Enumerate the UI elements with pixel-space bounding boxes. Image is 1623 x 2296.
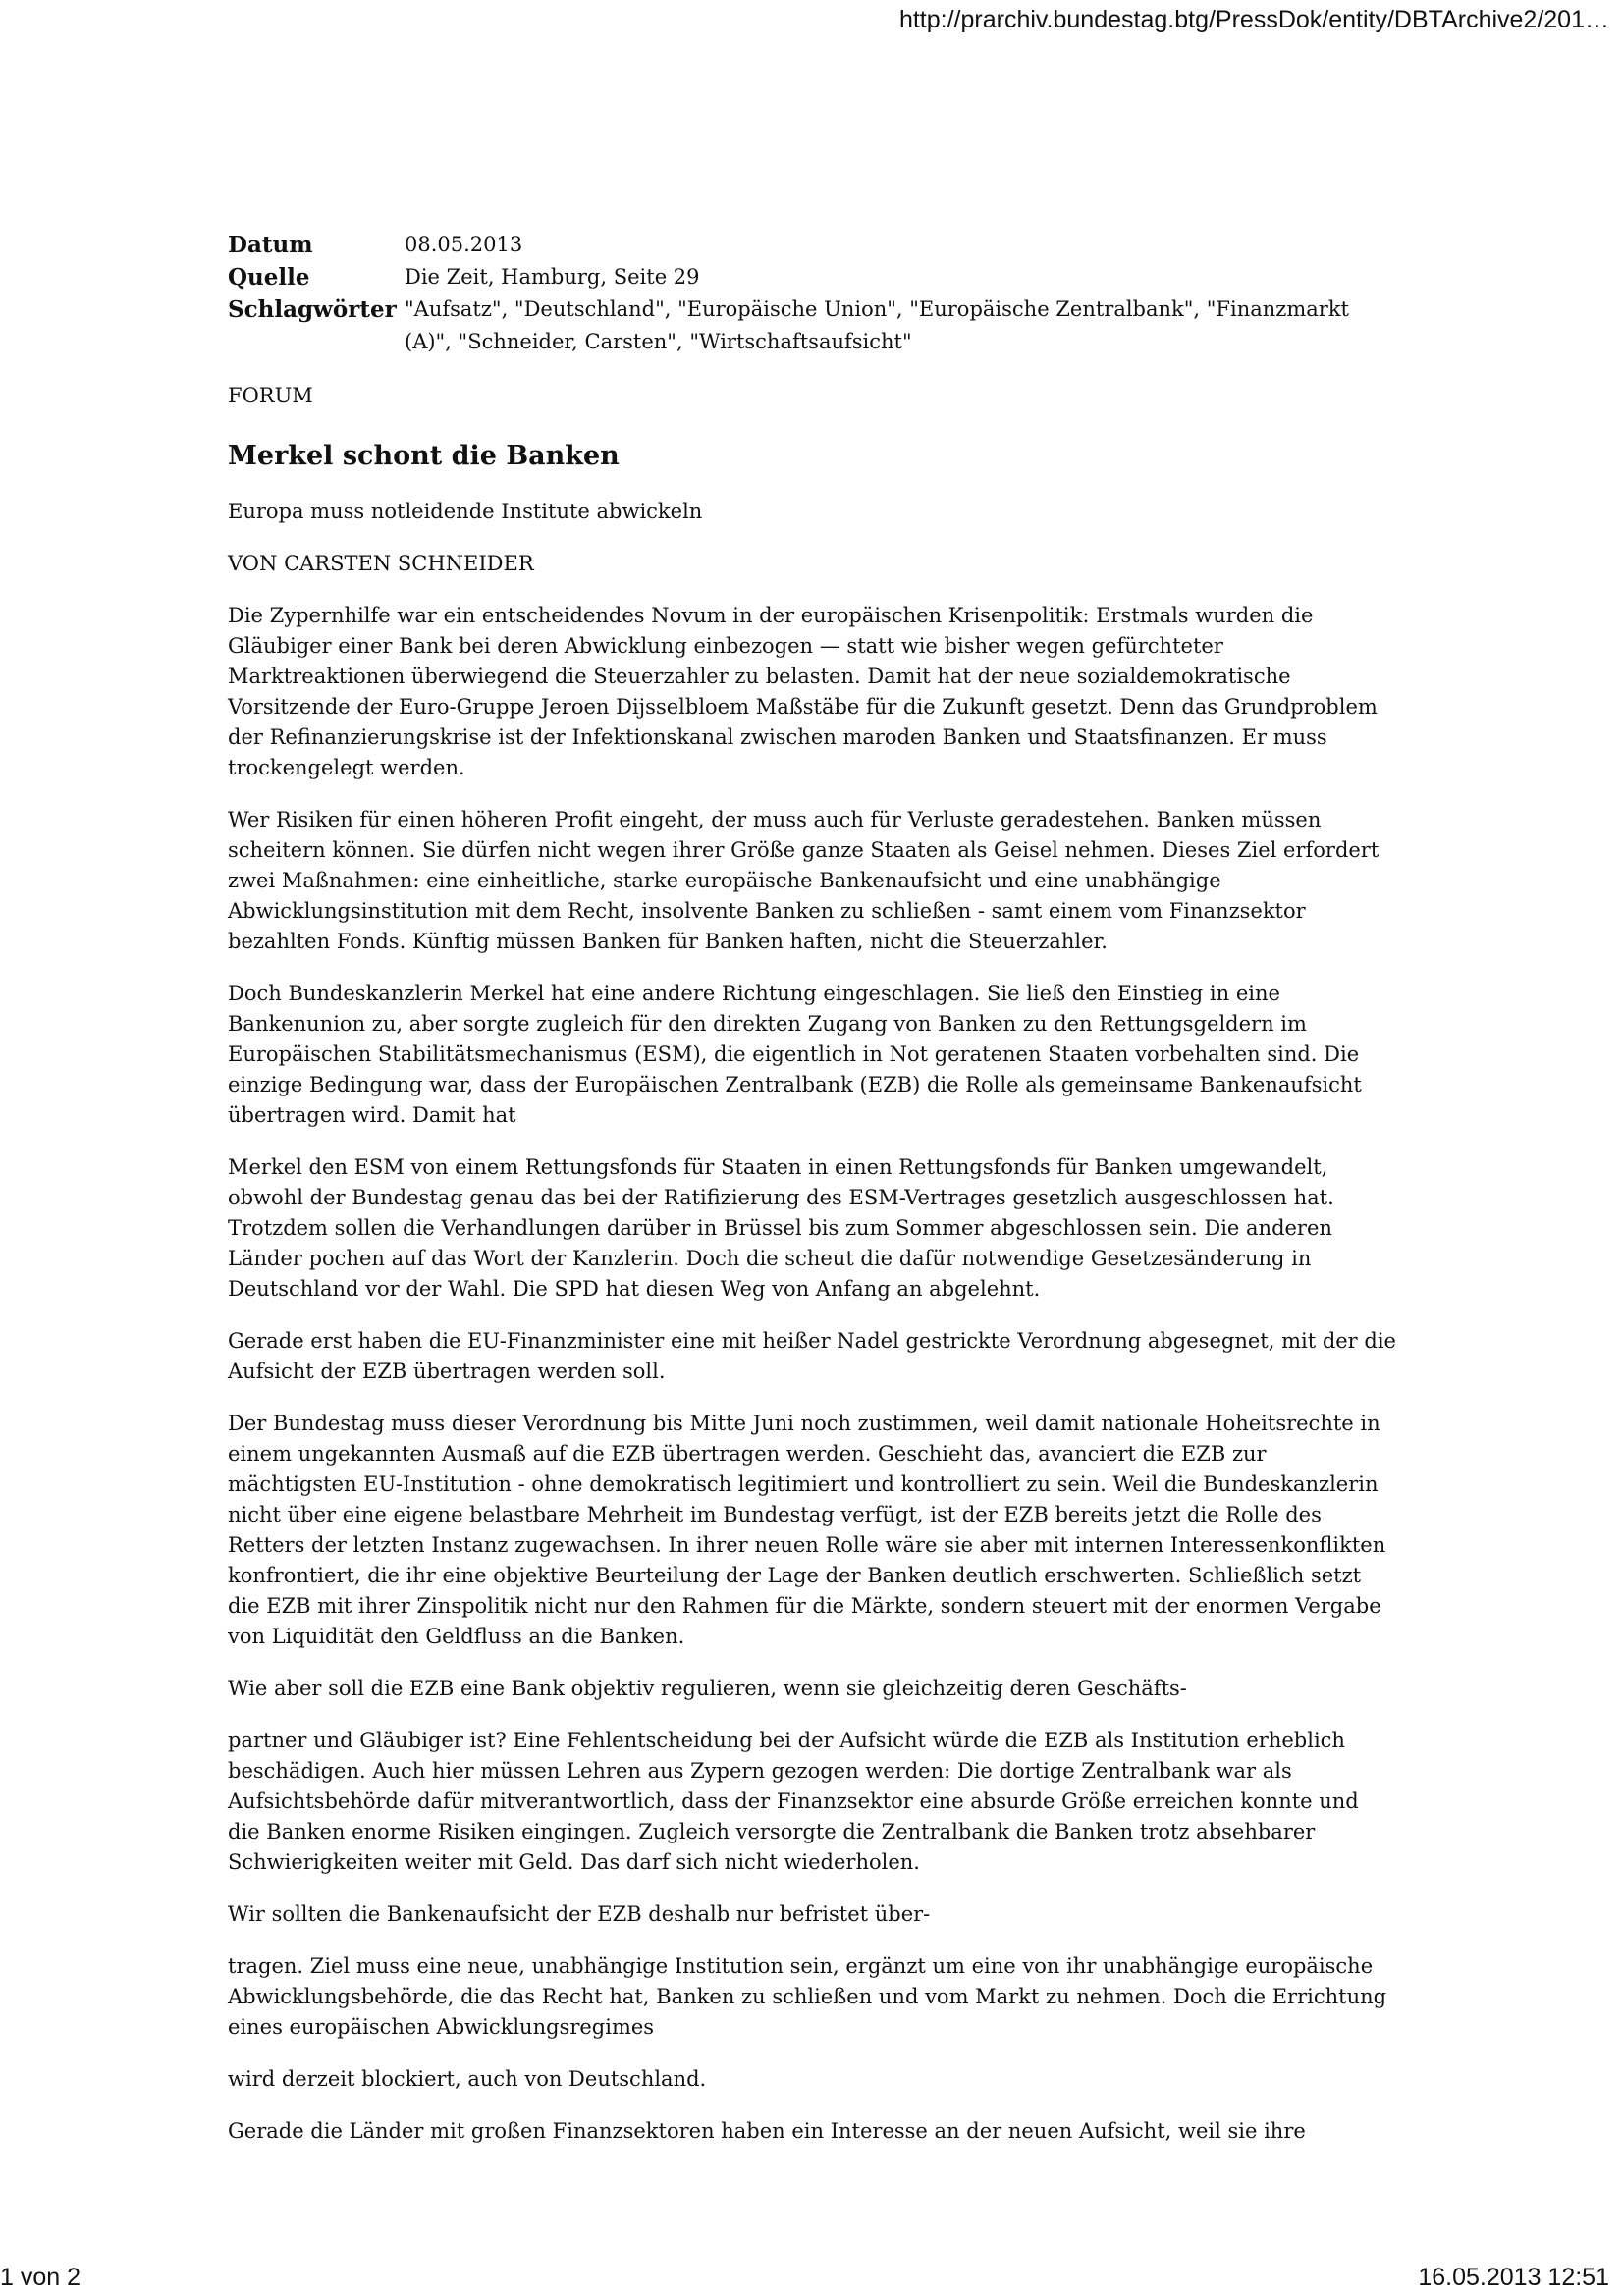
article-paragraph: Wie aber soll die EZB eine Bank objektiv regulieren, wenn sie gleichzeitig deren Geschäfts-: [228, 1677, 1187, 1700]
article-paragraph: tragen. Ziel muss eine neue, unabhängige Institution sein, ergänzt um eine von ihr unabhängige europäische Abwicklungsbehörde, die das Recht hat, Banken zu schließen und vom Markt zu nehmen. Doch die Errichtung eines europäischen Abwicklungsregimes: [228, 1954, 1387, 2039]
article-paragraph: Gerade erst haben die EU-Finanzminister eine mit heißer Nadel gestrickte Verordnung abgesegnet, mit der die Aufsicht der EZB übertragen werden soll.: [228, 1329, 1396, 1383]
date-label: Datum: [228, 232, 313, 258]
article-paragraph: Gerade die Länder mit großen Finanzsektoren haben ein Interesse an der neuen Aufsicht, weil sie ihre: [228, 2119, 1306, 2143]
keywords-value: "Aufsatz", "Deutschland", "Europäische Union", "Europäische Zentralbank", "Finanzmarkt (A)", "Schneider, Carsten", "Wirtschaftsaufsicht": [405, 297, 1349, 353]
article-paragraph: Wir sollten die Bankenaufsicht der EZB deshalb nur befristet über-: [228, 1902, 931, 1926]
article-paragraph: partner und Gläubiger ist? Eine Fehlentscheidung bei der Aufsicht würde die EZB als Institution erheblich beschädigen. Auch hier müssen Lehren aus Zypern gezogen werden: Die dortige Zentralbank war als Aufsichtsbehörde dafür mitverantwortlich, dass der Finanzsektor eine absurde Größe erreichen konnte und die Banken enorme Risiken eingingen. Zugleich versorgte die Zentralbank die Banken trotz absehbarer Schwierigkeiten weiter mit Geld. Das darf sich nicht wiederholen.: [228, 1729, 1359, 1874]
article-rubric: FORUM: [228, 384, 313, 407]
source-label: Quelle: [228, 264, 310, 291]
metadata-block: [228, 229, 1396, 358]
page-indicator: 1 von 2: [0, 2264, 81, 2291]
print-timestamp: 16.05.2013 12:51: [1418, 2264, 1609, 2291]
article-paragraph: Der Bundestag muss dieser Verordnung bis Mitte Juni noch zustimmen, weil damit nationale Hoheitsrechte in einem ungekannten Ausmaß auf die EZB übertragen werden. Geschieht das, avanciert die EZB zur mächtigsten EU-Institution - ohne demokratisch legitimiert und kontrolliert zu sein. Weil die Bundeskanzlerin nicht über eine eigene belastbare Mehrheit im Bundestag verfügt, ist der EZB bereits jetzt die Rolle des Retters der letzten Instanz zugewachsen. In ihrer neuen Rolle wäre sie aber mit internen Interessenkonflikten konfrontiert, die ihr eine objektive Beurteilung der Lage der Banken deutlich erschwerten. Schließlich setzt die EZB mit ihrer Zinspolitik nicht nur den Rahmen für die Märkte, sondern steuert mit der enormen Vergabe von Liquidität den Geldfluss an die Banken.: [228, 1412, 1386, 1648]
date-value: 08.05.2013: [405, 233, 523, 256]
article-subtitle: Europa muss notleidende Institute abwickeln: [228, 500, 703, 523]
article-paragraph: Doch Bundeskanzlerin Merkel hat eine andere Richtung eingeschlagen. Sie ließ den Einstieg in eine Bankenunion zu, aber sorgte zugleich für den direkten Zugang von Banken zu den Rettungsgeldern im Europäischen Stabilitätsmechanismus (ESM), die eigentlich in Not geratenen Staaten vorbehalten sind. Die einzige Bedingung war, dass der Europäischen Zentralbank (EZB) die Rolle als gemeinsame Bankenaufsicht übertragen wird. Damit hat: [228, 982, 1362, 1127]
article-paragraph: Die Zypernhilfe war ein entscheidendes Novum in der europäischen Krisenpolitik: Erstmals wurden die Gläubiger einer Bank bei deren Abwicklung einbezogen — statt wie bisher wegen gefürchteter Marktreaktionen überwiegend die Steuerzahler zu belasten. Damit hat der neue sozialdemokratische Vorsitzende der Euro-Gruppe Jeroen Dijsselbloem Maßstäbe für die Zukunft gesetzt. Denn das Grundproblem der Refinanzierungskrise ist der Infektionskanal zwischen maroden Banken und Staatsfinanzen. Er muss trockengelegt werden.: [228, 604, 1378, 779]
article-paragraph: wird derzeit blockiert, auch von Deutschland.: [228, 2067, 707, 2091]
article-paragraph: Wer Risiken für einen höheren Profit eingeht, der muss auch für Verluste geradestehen. Banken müssen scheitern können. Sie dürfen nicht wegen ihrer Größe ganze Staaten als Geisel nehmen. Dieses Ziel erfordert zwei Maßnahmen: eine einheitliche, starke europäische Bankenaufsicht und eine unabhängige Abwicklungsinstitution mit dem Recht, insolvente Banken zu schließen - samt einem vom Finanzsektor bezahlten Fonds. Künftig müssen Banken für Banken haften, nicht die Steuerzahler.: [228, 808, 1380, 953]
article-author: VON CARSTEN SCHNEIDER: [228, 552, 534, 575]
source-value: Die Zeit, Hamburg, Seite 29: [405, 265, 700, 289]
article-headline: Merkel schont die Banken: [228, 441, 620, 471]
browser-url-header: http://prarchiv.bundestag.btg/PressDok/entity/DBTArchive2/201…: [898, 6, 1609, 33]
article-paragraph: Merkel den ESM von einem Rettungsfonds für Staaten in einen Rettungsfonds für Banken umgewandelt, obwohl der Bundestag genau das bei der Ratifizierung des ESM-Vertrages gesetzlich ausgeschlossen hat. Trotzdem sollen die Verhandlungen darüber in Brüssel bis zum Sommer abgeschlossen sein. Die anderen Länder pochen auf das Wort der Kanzlerin. Doch die scheut die dafür notwendige Gesetzesänderung in Deutschland vor der Wahl. Die SPD hat diesen Weg von Anfang an abgelehnt.: [228, 1155, 1334, 1301]
document-content: [228, 229, 1396, 2147]
keywords-label: Schlagwörter: [228, 296, 397, 323]
